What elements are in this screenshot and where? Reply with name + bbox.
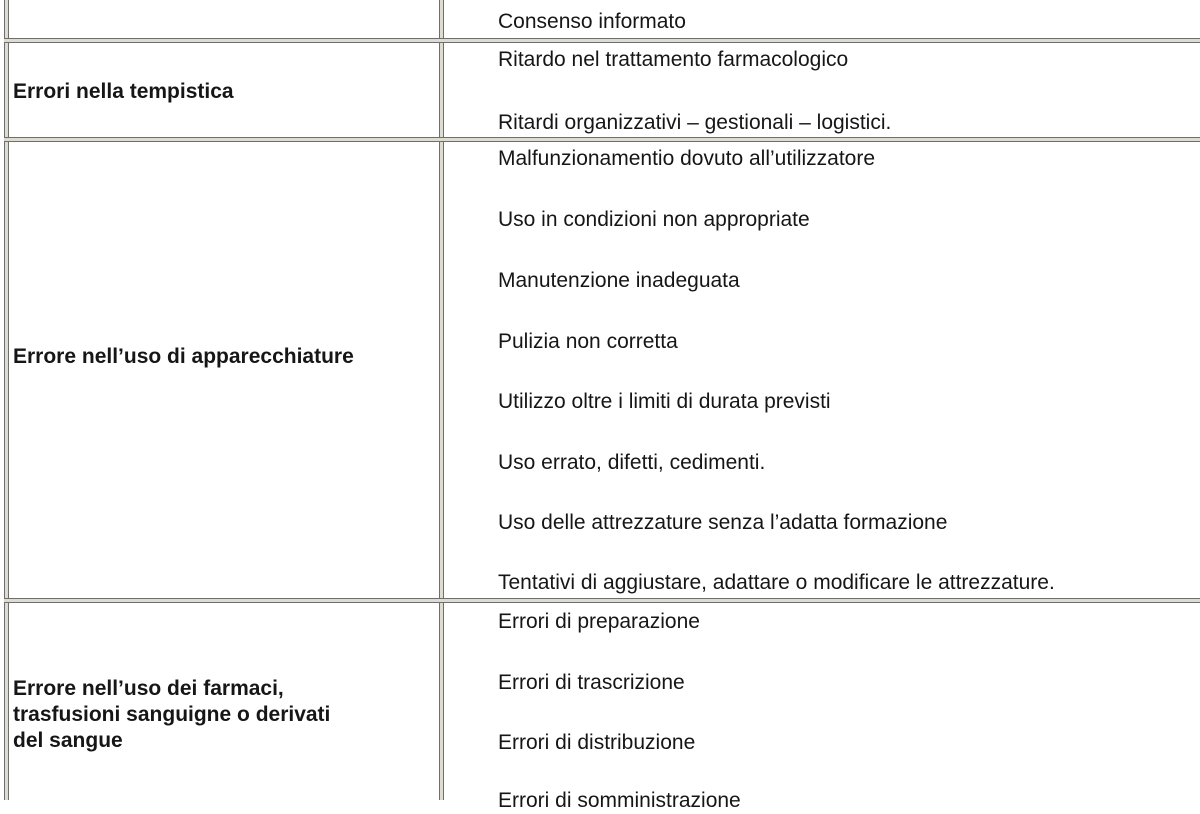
table-cell-item: Utilizzo oltre i limiti di durata previsti (498, 390, 831, 413)
table-cell-item: Tentativi di aggiustare, adattare o modificare le attrezzature. (498, 571, 1055, 594)
table-cell-item: Uso delle attrezzature senza l’adatta formazione (498, 511, 948, 534)
table-column-divider (439, 0, 444, 800)
table-cell-item: Ritardo nel trattamento farmacologico (498, 48, 849, 71)
row-divider (4, 137, 1200, 142)
category-line: del sangue (13, 729, 123, 752)
table-cell-category: Errori nella tempistica (13, 80, 234, 103)
table-cell-item: Uso in condizioni non appropriate (498, 208, 810, 231)
table-cell-item: Ritardi organizzativi – gestionali – logistici. (498, 111, 892, 134)
table-cell-item: Manutenzione inadeguata (498, 269, 740, 292)
table-cell-category (13, 676, 433, 754)
row-divider (4, 38, 1200, 43)
category-line: trasfusioni sanguigne o derivati (13, 703, 331, 726)
table-cell-item: Errori di trascrizione (498, 671, 685, 694)
table-cell-item: Consenso informato (498, 10, 686, 33)
table-cell-item: Pulizia non corretta (498, 330, 678, 353)
table-cell-item: Errori di somministrazione (498, 789, 741, 812)
table-cell-item: Errori di distribuzione (498, 731, 696, 754)
table-left-border (4, 0, 9, 800)
category-line: Errore nell’uso dei farmaci, (13, 677, 284, 700)
table-cell-item: Errori di preparazione (498, 610, 700, 633)
table-cell-item: Uso errato, difetti, cedimenti. (498, 451, 766, 474)
table-cell-item: Malfunzionamentio dovuto all’utilizzatore (498, 147, 876, 170)
table-cell-category: Errore nell’uso di apparecchiature (13, 345, 354, 368)
row-divider (4, 598, 1200, 603)
